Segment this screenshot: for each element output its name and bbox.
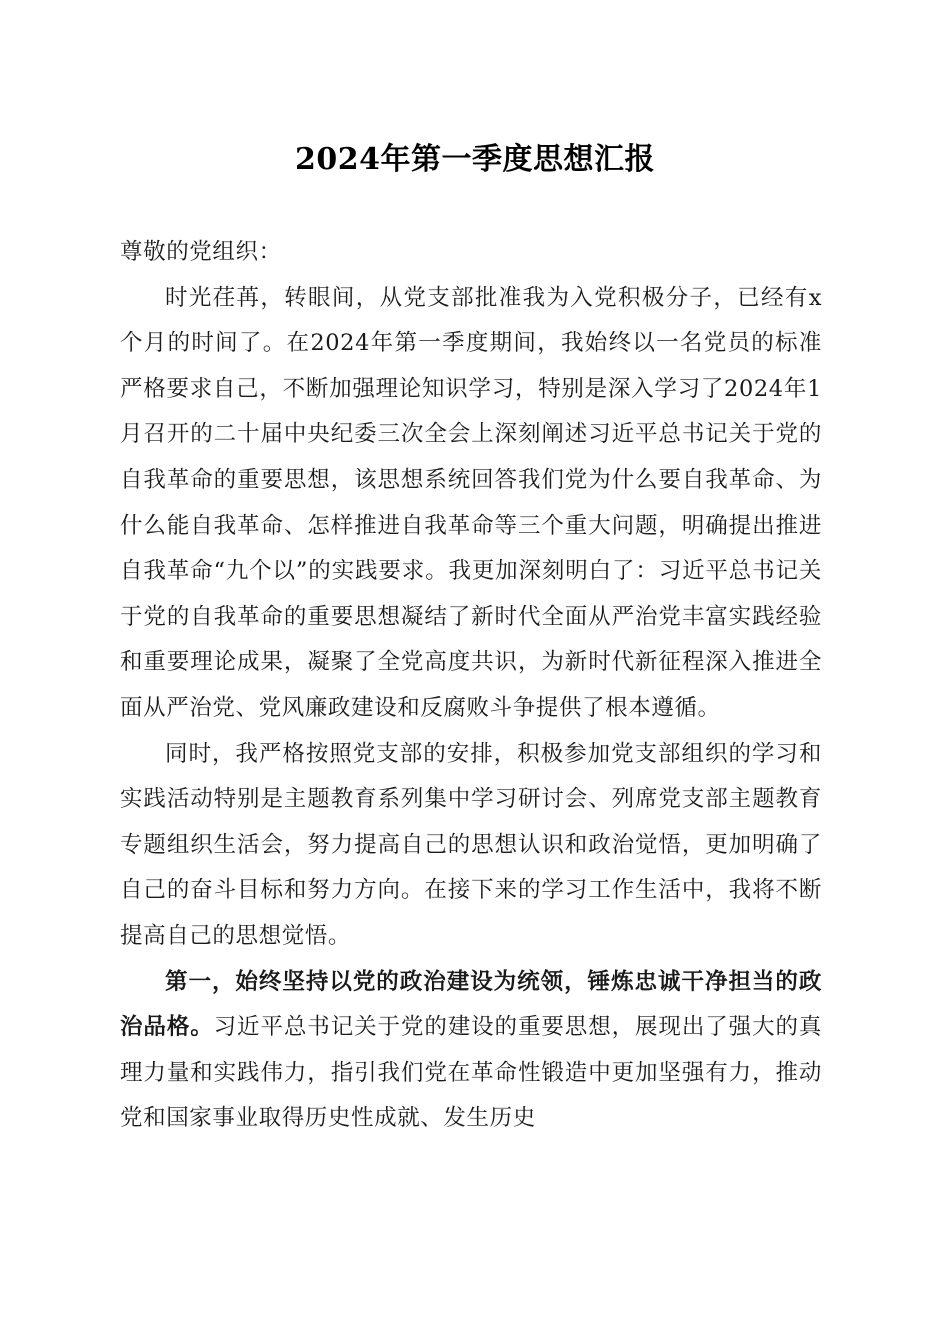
paragraph-text: 习近平总书记关于党的建设的重要思想，展现出了强大的真理力量和实践伟力，指引我们党在革命性锻造中更加坚强有力，推动党和国家事业取得历史性成就、发生历史 [120,1014,822,1132]
paragraph-2 [120,732,822,960]
paragraph-1 [120,276,822,732]
page-title: 2024年第一季度思想汇报 [295,142,655,177]
paragraph-lead-bold: 第一，始终坚持以党的政治建设为统领，锤炼忠诚干净担当的政治品格。 [120,968,822,1041]
salutation: 尊敬的党组织： [120,239,282,265]
paragraph-text: 同时，我严格按照党支部的安排，积极参加党支部组织的学习和实践活动特别是主题教育系列集中学习研讨会、列席党支部主题教育专题组织生活会，努力提高自己的思想认识和政治觉悟，更加明确了自己的奋斗目标和努力方向。在接下来的学习工作生活中，我将不断提高自己的思想觉悟。 [120,740,822,949]
document-body [120,230,822,1142]
paragraph-3 [120,960,822,1142]
paragraph-text: 时光荏苒，转眼间，从党支部批准我为入党积极分子，已经有x个月的时间了。在2024年第一季度期间，我始终以一名党员的标准严格要求自己，不断加强理论知识学习，特别是深入学习了2024年1月召开的二十届中央纪委三次全会上深刻阐述习近平总书记关于党的自我革命的重要思想，该思想系统回答我们党为什么要自我革命、为什么能自我革命、怎样推进自我革命等三个重大问题，明确提出推进自我革命“九个以”的实践要求。我更加深刻明白了：习近平总书记关于党的自我革命的重要思想凝结了新时代全面从严治党丰富实践经验和重要理论成果，凝聚了全党高度共识，为新时代新征程深入推进全面从严治党、党风廉政建设和反腐败斗争提供了根本遵循。 [120,284,822,721]
